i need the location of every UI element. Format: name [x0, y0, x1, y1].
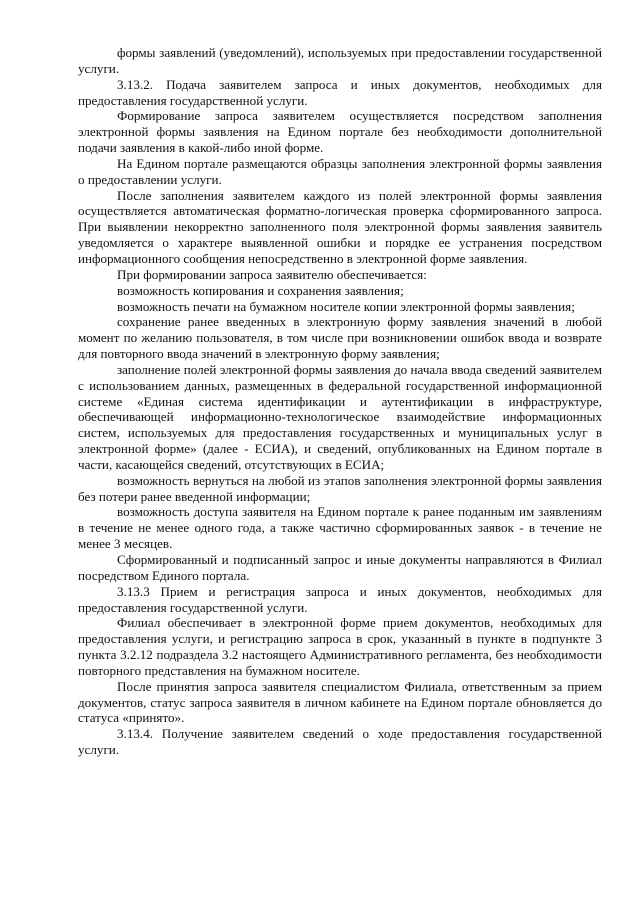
paragraph: После заполнения заявителем каждого из полей электронной формы заявления осуществляется автоматическая форматно-логическая проверка сформированного запроса. При выявлении некорректно заполненного поля электронной формы заявления заявитель уведомляется о характере выявленной ошибки и порядке ее устранения посредством информационного сообщения непосредственно в электронной форме заявления.: [78, 187, 602, 266]
paragraph: На Едином портале размещаются образцы заполнения электронной формы заявления о предоставлении услуги.: [78, 155, 602, 187]
paragraph: При формировании запроса заявителю обеспечивается:: [117, 266, 427, 282]
paragraph: После принятия запроса заявителя специалистом Филиала, ответственным за прием документов, статус запроса заявителя в личном кабинете на Едином портале обновляется до статуса «принято».: [78, 678, 602, 726]
list-item: возможность доступа заявителя на Едином портале к ранее поданным им заявлениям в течение не менее одного года, а также частично сформированных заявок - в течение не менее 3 месяцев.: [78, 504, 602, 552]
list-item: заполнение полей электронной формы заявления до начала ввода сведений заявителем с использованием данных, размещенных в федеральной государственной информационной системе «Единая система идентификации и аутентификации в инфраструктуре, обеспечивающей информационно-технологическое взаимодействие информационных систем, используемых для предоставления государственных и муниципальных услуг в электронной форме» (далее - ЕСИА), и сведений, опубликованных на Едином портале в части, касающейся сведений, отсутствующих в ЕСИА;: [78, 361, 602, 472]
paragraph: Формирование запроса заявителем осуществляется посредством заполнения электронной формы заявления на Едином портале без необходимости дополнительной подачи заявления в какой-либо иной форме.: [78, 108, 602, 156]
list-item: сохранение ранее введенных в электронную форму заявления значений в любой момент по желанию пользователя, в том числе при возникновении ошибок ввода и возврате для повторного ввода значений в электронную форму заявления;: [78, 314, 602, 362]
section-heading-3-13-2: 3.13.2. Подача заявителем запроса и иных документов, необходимых для предоставления государственной услуги.: [78, 76, 602, 108]
paragraph: Сформированный и подписанный запрос и иные документы направляются в Филиал посредством Единого портала.: [78, 552, 602, 583]
section-heading-3-13-4: 3.13.4. Получение заявителем сведений о ходе предоставления государственной услуги.: [78, 726, 602, 758]
list-item: возможность копирования и сохранения заявления;: [117, 282, 404, 298]
list-item: возможность печати на бумажном носителе копии электронной формы заявления;: [117, 298, 575, 314]
list-item: возможность вернуться на любой из этапов заполнения электронной формы заявления без потери ранее введенной информации;: [78, 472, 602, 504]
document-page: [78, 45, 602, 758]
paragraph: Филиал обеспечивает в электронной форме прием документов, необходимых для предоставления услуги, и регистрацию запроса в срок, указанный в пункте в подпункте 3 пункта 3.2.12 подраздела 3.2 настоящего Административного регламента, без необходимости повторного представления на бумажном носителе.: [78, 615, 602, 678]
paragraph-continuation: формы заявлений (уведомлений), используемых при предоставлении государственной услуги.: [78, 45, 602, 76]
section-heading-3-13-3: 3.13.3 Прием и регистрация запроса и иных документов, необходимых для предоставления государственной услуги.: [78, 583, 602, 615]
